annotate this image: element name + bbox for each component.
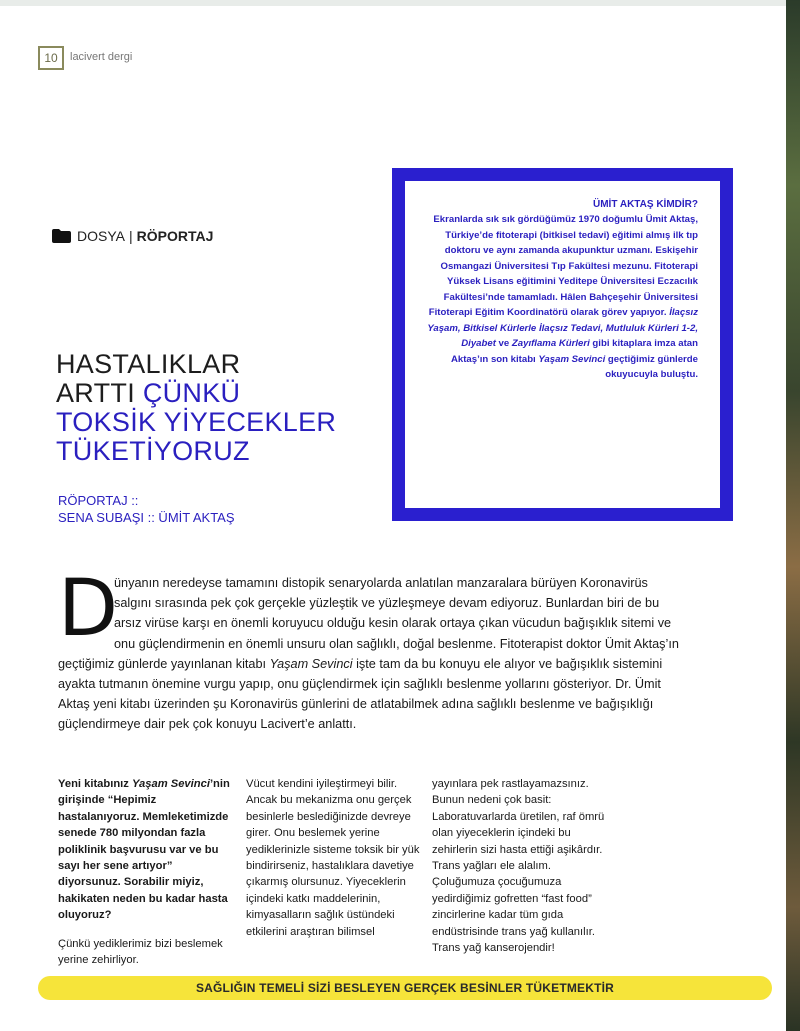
intro-book-title: Yaşam Sevinci — [269, 656, 353, 671]
column-3 — [432, 776, 610, 956]
column-2 — [246, 776, 424, 940]
interview-question — [58, 776, 236, 924]
headline-line3: TOKSİK YİYECEKLER — [56, 407, 337, 437]
section-category: DOSYA — [77, 228, 125, 244]
intro-text-1: ünyanın neredeyse tamamını distopik senaryolarda anlatılan manzaralara bürüyen Koronavirüs salgını sırasında pek çok gerçekle yüzleştik ve yüzleşmeye devam ediyoruz. Bunlardan biri de bu arsız virüse karşı en önemli koruyucu olduğu kesin olarak ortaya çıkan vücudun bağışıklık sitemi ve onu güçlendirmenin en önemli unsuru olan sağlıklı, doğal beslenme. Fitoterapist doktor Ümit Aktaş’ın geçtiğimiz günlerde yayınlanan kitabı — [58, 576, 679, 671]
column-2-text: Vücut kendini iyileştirmeyi bilir. Ancak bu mekanizma onu gerçek besinlerle beslediğinizde devreye girer. Onu beslemek yerine yediklerinizle sisteme toksik bir yük bindirirseniz, hastalıklara davetiye çıkarmış olursunuz. Yiyeceklerin içindeki katkı maddelerinin, kimyasalların sağlık üstündeki etkilerini araştıran bilimsel — [246, 778, 420, 938]
section-separator: | — [128, 228, 133, 244]
info-text-3: gibi kitaplara imza atan Aktaş’ın son kitabı — [450, 338, 698, 365]
headline-line1: HASTALIKLAR — [56, 349, 241, 379]
folder-icon — [52, 229, 71, 243]
headline-line2-dark: ARTTI — [56, 378, 143, 408]
banner-text: SAĞLIĞIN TEMELİ SİZİ BESLEYEN GERÇEK BESİNLER TÜKETMEKTİR — [195, 981, 615, 995]
author-info-box — [392, 168, 733, 521]
info-text-2: ve — [495, 338, 512, 349]
byline-line1: RÖPORTAJ :: — [58, 493, 139, 508]
intro-paragraph — [58, 564, 680, 735]
byline-line2: SENA SUBAŞI :: ÜMİT AKTAŞ — [58, 510, 235, 525]
headline — [56, 350, 356, 466]
pull-quote-banner — [38, 976, 772, 1000]
section-type: RÖPORTAJ — [136, 228, 214, 244]
magazine-name: lacivert dergi — [70, 51, 133, 63]
headline-line4: TÜKETİYORUZ — [56, 436, 250, 466]
info-italic-2: Zayıflama Kürleri — [511, 338, 590, 349]
headline-line2-blue: ÇÜNKÜ — [142, 378, 241, 408]
info-text-1: Ekranlarda sık sık gördüğümüz 1970 doğumlu Ümit Aktaş, Türkiye’de fitoterapi (bitkisel tedavi) eğitimi almış ilk tıp doktoru ve aynı zamanda akupunktur uzmanı. Eskişehir Osmangazi Üniversitesi Tıp Fakültesi mezunu. Fitoterapi Yüksek Lisans eğitimini Yeditepe Üniversitesi Eczacılık Fakültesi’nde tamamladı. Hâlen Bahçeşehir Üniversitesi Fitoterapi Eğitim Koordinatörü olarak görev yapıyor. — [428, 214, 698, 318]
interview-answer: Çünkü yediklerimiz bizi beslemek yerine zehirliyor. — [58, 937, 223, 967]
question-book-title: Yaşam Sevinci — [131, 778, 210, 790]
info-italic-1: İlaçsız Yaşam, Bitkisel Kürlerle İlaçsız Tedavi, Mutluluk Kürleri 1-2, Diyabet — [427, 307, 698, 349]
question-text-1: Yeni kitabınız — [58, 778, 132, 790]
drop-cap: D — [58, 564, 119, 654]
top-strip — [0, 0, 800, 6]
column-3-text: yayınlara pek rastlayamazsınız. Bunun nedeni çok basit: Laboratuvarlarda üretilen, raf ömrü olan yiyeceklerin içindeki bu zehirlerin sizi hasta ettiği aşikârdır. Trans yağları ele alalım. Çoluğumuza çocuğumuza yedirdiğimiz gofretten “fast food” zincirlerine kadar tüm gıda endüstrisinde trans yağ kullanılır. Trans yağ kanserojendir! — [432, 778, 605, 955]
column-1 — [58, 776, 236, 968]
adjacent-page-edge — [786, 0, 800, 1031]
question-text-2: ’nin girişinde “Hepimiz hastalanıyoruz. Memleketimizde senede 780 milyondan fazla poliklinik başvurusu var ve bu sayı her sene artıyor” diyorsunuz. Sorabilir miyiz, hakikaten neden bu kadar hasta oluyoruz? — [58, 778, 230, 922]
info-box-title: ÜMİT AKTAŞ KİMDİR? — [593, 199, 698, 210]
info-italic-3: Yaşam Sevinci — [538, 353, 606, 365]
byline — [58, 492, 235, 526]
section-tag — [52, 228, 213, 244]
page-number: 10 — [38, 46, 64, 70]
info-box-text — [427, 212, 698, 383]
intro-text-2: işte tam da bu konuyu ele alıyor ve bağışıklık sistemini ayakta tutmanın önemine vurgu yapıp, onu güçlendirmek için sağlıklı beslenme yollarını gösteriyor. Dr. Ümit Aktaş yeni kitabı üzerinden şu Koronavirüs günlerini de atlatabilmek adına sağlıklı beslenme ve bağışıklığı güçlendirmeye dair pek çok konuyu Lacivert’e anlattı. — [58, 656, 663, 732]
info-text-4: geçtiğimiz günlerde okuyucuyla buluştu. — [605, 353, 698, 380]
